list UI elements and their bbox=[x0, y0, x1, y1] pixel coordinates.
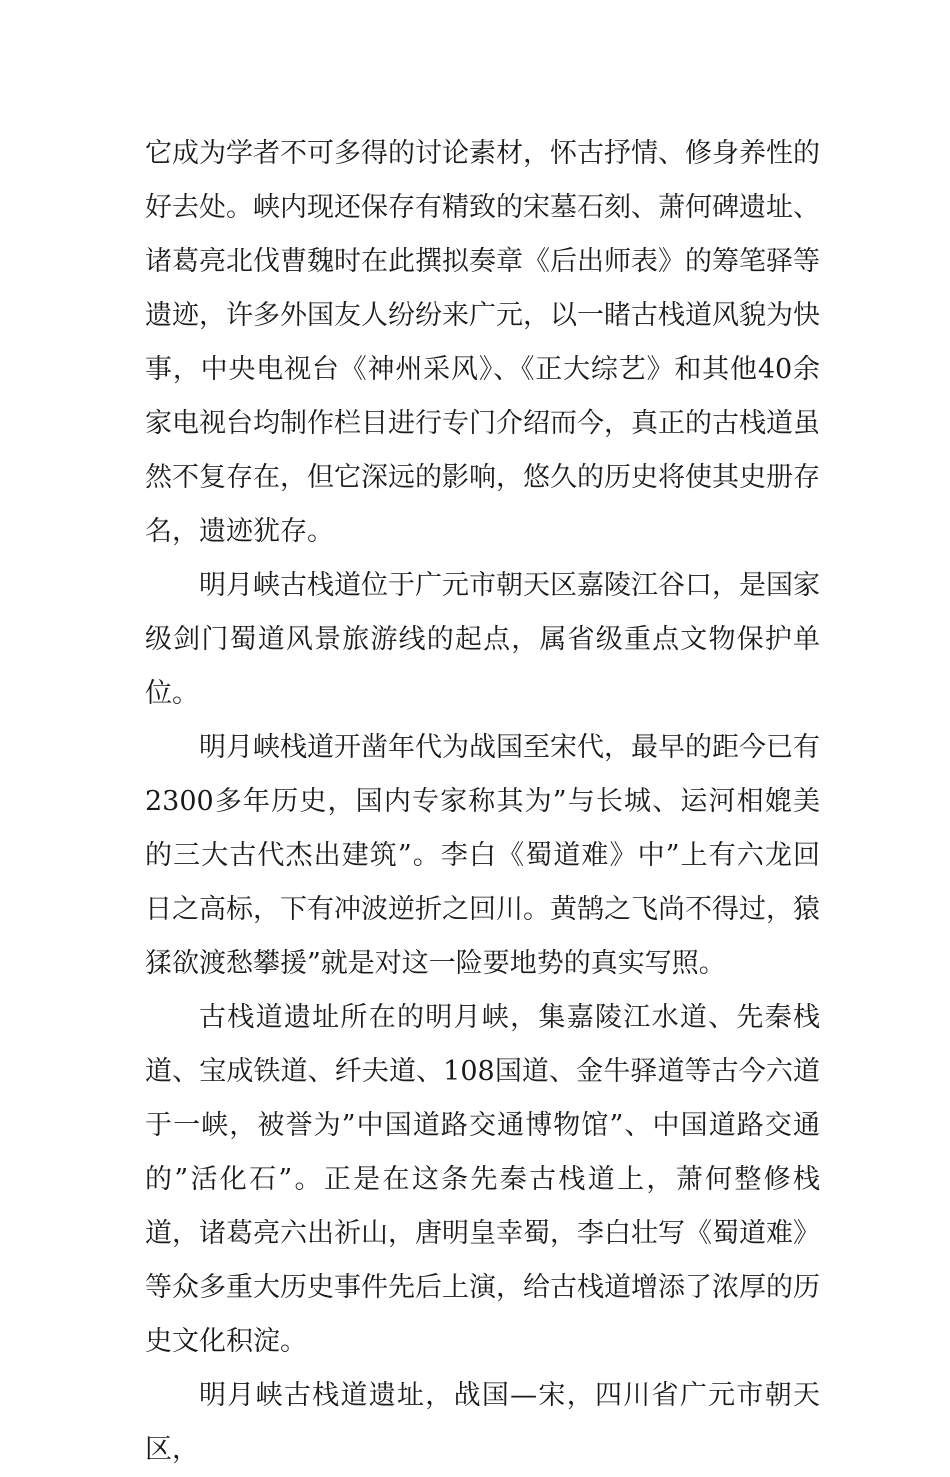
paragraph-six-roads: 古栈道遗址所在的明月峡，集嘉陵江水道、先秦栈道、宝成铁道、纤夫道、108国道、金牛驿道等古今六道于一峡，被誉为”中国道路交通博物馆”、中国道路交通的”活化石”。正是在这条先秦古栈道上，萧何整修栈道，诸葛亮六出祈山，唐明皇幸蜀，李白壮写《蜀道难》等众多重大历史事件先后上演，给古栈道增添了浓厚的历史文化积淀。 bbox=[145, 1002, 820, 1357]
paragraph-location: 明月峡古栈道位于广元市朝天区嘉陵江谷口，是国家级剑门蜀道风景旅游线的起点，属省级重点文物保护单位。 bbox=[145, 570, 820, 709]
paragraph-continuation: 它成为学者不可多得的讨论素材，怀古抒情、修身养性的好去处。峡内现还保存有精致的宋墓石刻、萧何碑遗址、诸葛亮北伐曹魏时在此撰拟奏章《后出师表》的筹笔驿等遗迹，许多外国友人纷纷来广元，以一睹古栈道风貌为快事，中央电视台《神州采风》、《正大综艺》和其他40余家电视台均制作栏目进行专门介绍而今，真正的古栈道虽然不复存在，但它深远的影响，悠久的历史将使其史册存名，遗迹犹存。 bbox=[145, 138, 820, 547]
paragraph-history: 明月峡栈道开凿年代为战国至宋代，最早的距今已有2300多年历史，国内专家称其为”与长城、运河相媲美的三大古代杰出建筑”。李白《蜀道难》中”上有六龙回日之高标，下有冲波逆折之回川。黄鹄之飞尚不得过，猿猱欲渡愁攀援”就是对这一险要地势的真实写照。 bbox=[145, 732, 820, 979]
body-text bbox=[145, 127, 820, 1477]
paragraph-site-record: 明月峡古栈道遗址，战国—宋，四川省广元市朝天区， bbox=[145, 1380, 820, 1465]
